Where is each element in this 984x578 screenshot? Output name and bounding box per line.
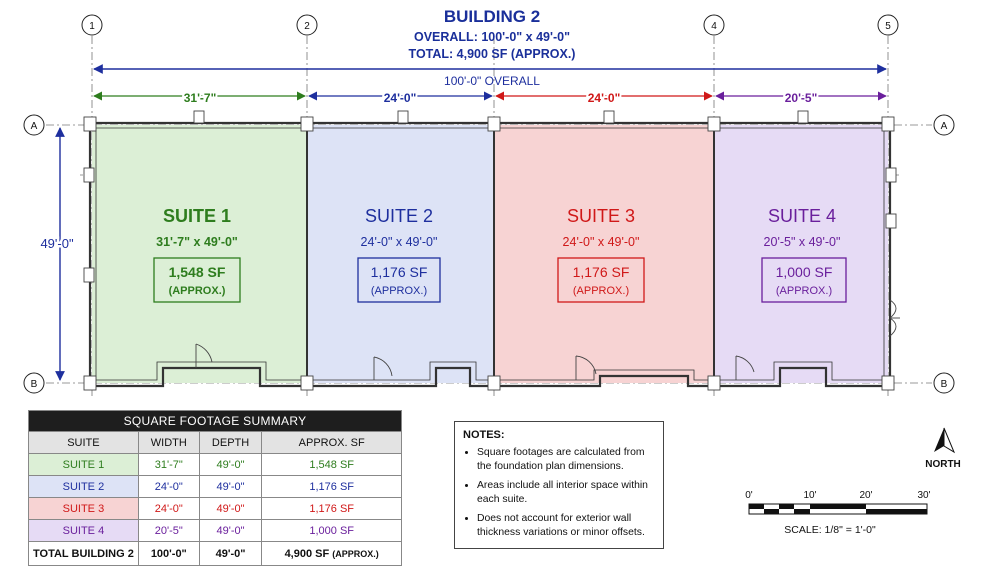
summary-sf: 1,000 SF: [262, 520, 402, 542]
summary-suite: SUITE 3: [29, 498, 139, 520]
scale-bar: [745, 490, 930, 536]
grid-row-a-right: A: [940, 121, 948, 132]
suite4-sf: 1,000 SF: [775, 264, 833, 280]
suite4-dims: 20'-5" x 49'-0": [763, 235, 841, 249]
suite2-approx: (APPROX.): [370, 285, 428, 297]
scale-tick-30: 30': [917, 490, 931, 501]
suite4-area: [714, 125, 888, 383]
scale-tick-20: 20': [859, 490, 873, 501]
summary-depth: 49'-0": [199, 498, 262, 520]
grid-row-b-left: B: [30, 379, 38, 390]
scale-label: SCALE: 1/8" = 1'-0": [784, 524, 876, 536]
summary-width: 24'-0": [138, 476, 199, 498]
summary-header-suite: SUITE: [29, 432, 139, 454]
summary-width: 31'-7": [138, 454, 199, 476]
grid-col-4: 4: [711, 21, 717, 32]
summary-suite: SUITE 2: [29, 476, 139, 498]
depth-dimension-label: 49'-0": [40, 236, 74, 251]
summary-width: 24'-0": [138, 498, 199, 520]
suite1-dims: 31'-7" x 49'-0": [156, 235, 238, 249]
overall-dimension-label: 100'-0" OVERALL: [444, 74, 540, 88]
suite2-dimension-label: 24'-0": [383, 91, 417, 105]
summary-total-label: TOTAL BUILDING 2: [29, 542, 139, 566]
summary-header-depth: DEPTH: [199, 432, 262, 454]
summary-total-sf: 4,900 SF: [284, 547, 330, 560]
suite3-sf: 1,176 SF: [572, 264, 630, 280]
table-row: [29, 476, 402, 498]
summary-total-sf-cell: [262, 542, 402, 566]
summary-suite: SUITE 4: [29, 520, 139, 542]
suite1-sf: 1,548 SF: [168, 264, 226, 280]
suite4-approx: (APPROX.): [775, 285, 833, 297]
suite4-name: SUITE 4: [767, 206, 837, 226]
scale-tick-10: 10': [803, 490, 817, 501]
building-total: TOTAL: 4,900 SF (APPROX.): [408, 47, 576, 61]
north-label: NORTH: [925, 459, 961, 470]
note-item: • Does not account for exterior wall thickness variations or minor offsets.: [477, 512, 655, 540]
suite3-area: [494, 125, 714, 383]
grid-col-5: 5: [885, 21, 891, 32]
summary-header-width: WIDTH: [138, 432, 199, 454]
suite3-dimension-label: 24'-0": [587, 91, 621, 105]
summary-sf: 1,176 SF: [262, 498, 402, 520]
summary-total-width: 100'-0": [138, 542, 199, 566]
suite2-dims: 24'-0" x 49'-0": [360, 235, 438, 249]
summary-header-sf: APPROX. SF: [262, 432, 402, 454]
suite2-sf: 1,176 SF: [370, 264, 428, 280]
suite2-name: SUITE 2: [364, 206, 434, 226]
suite1-name: SUITE 1: [162, 206, 232, 226]
summary-total-depth: 49'-0": [199, 542, 262, 566]
suite3-dims: 24'-0" x 49'-0": [562, 235, 640, 249]
suite1-approx: (APPROX.): [168, 285, 226, 297]
summary-sf: 1,548 SF: [262, 454, 402, 476]
table-row: [29, 498, 402, 520]
summary-width: 20'-5": [138, 520, 199, 542]
notes-box: [454, 421, 664, 549]
summary-suite: SUITE 1: [29, 454, 139, 476]
summary-title: SQUARE FOOTAGE SUMMARY: [29, 411, 402, 432]
summary-depth: 49'-0": [199, 520, 262, 542]
scale-tick-0: 0': [745, 490, 753, 501]
grid-col-1: 1: [89, 21, 95, 32]
building-title-block: [409, 7, 576, 61]
notes-list: [463, 446, 655, 540]
building-overall: OVERALL: 100'-0" x 49'-0": [413, 30, 571, 44]
summary-total-approx: (APPROX.): [332, 548, 379, 559]
table-row: [29, 454, 402, 476]
north-arrow-icon: [925, 428, 961, 470]
suite3-approx: (APPROX.): [572, 285, 630, 297]
note-item: • Areas include all interior space within each suite.: [477, 479, 655, 507]
grid-row-a-left: A: [30, 121, 38, 132]
suite3-name: SUITE 3: [566, 206, 636, 226]
grid-col-2: 2: [304, 21, 310, 32]
table-row: [29, 520, 402, 542]
grid-row-b-right: B: [940, 379, 948, 390]
suite2-area: [307, 125, 494, 383]
notes-title: NOTES:: [463, 429, 505, 441]
building-title: BUILDING 2: [443, 7, 541, 26]
suite1-area: [92, 125, 307, 383]
summary-depth: 49'-0": [199, 476, 262, 498]
square-footage-summary-table: [28, 410, 402, 566]
summary-sf: 1,176 SF: [262, 476, 402, 498]
suite1-dimension-label: 31'-7": [183, 91, 217, 105]
summary-depth: 49'-0": [199, 454, 262, 476]
summary-total-row: [29, 542, 402, 566]
note-item: • Square footages are calculated from the foundation plan dimensions.: [477, 446, 655, 474]
suite4-dimension-label: 20'-5": [784, 91, 818, 105]
